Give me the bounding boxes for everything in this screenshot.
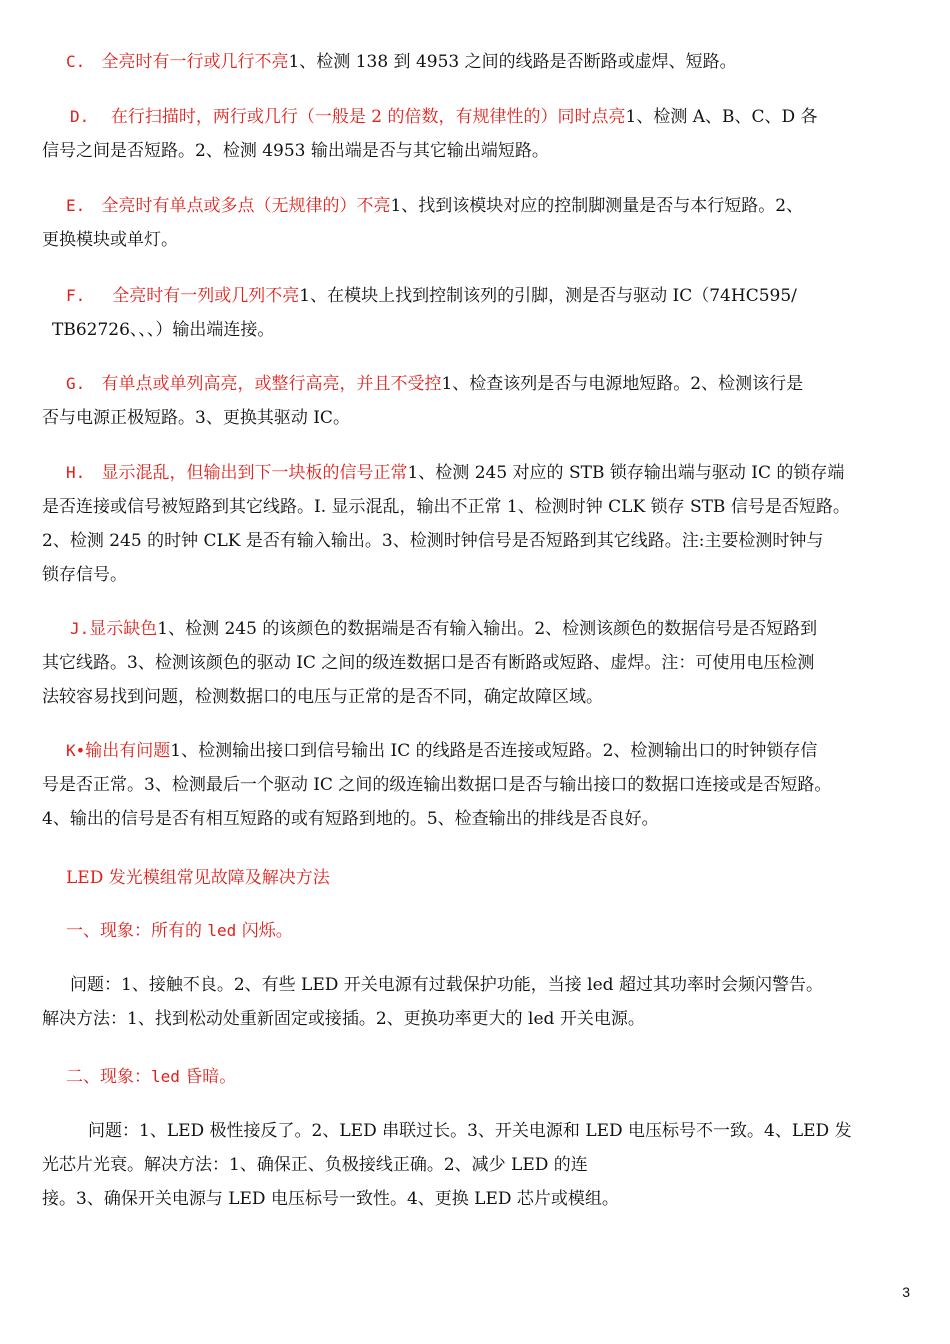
item-h-text-1: 1、检测 245 对应的 STB 锁存输出端与驱动 IC 的锁存端 [407,463,845,483]
phenomenon-1-prefix: 一、现象：所有的 [66,921,208,941]
item-e-text-2: 更换模块或单灯。 [42,230,178,250]
item-e [42,189,914,257]
page-number: 3 [902,1284,910,1300]
phenomenon-1-code: led [207,921,237,940]
phenomenon-1-line-1: 问题：1、接触不良。2、有些 LED 开关电源有过载保护功能，当接 led 超过其功率时会频闪警告。 [70,975,823,995]
item-k-letter: K• [66,741,86,760]
item-f-text-1: 1、在模块上找到控制该列的引脚，测是否与驱动 IC（74HC595/ [299,286,797,306]
item-g-text-2: 否与电源正极短路。3、更换其驱动 IC。 [42,408,350,428]
item-j-letter: J. [70,619,90,638]
item-f [42,279,914,347]
item-j-heading: 显示缺色 [89,619,158,639]
item-h-heading: 显示混乱，但输出到下一块板的信号正常 [101,463,408,483]
phenomenon-2-line-1: 问题：1、LED 极性接反了。2、LED 串联过长。3、开关电源和 LED 电压标号不一致。4、LED 发 [88,1121,852,1141]
item-e-text-1: 1、找到该模块对应的控制脚测量是否与本行短路。2、 [390,196,804,216]
item-h [42,456,914,592]
item-k [42,734,914,836]
phenomenon-1-suffix: 闪烁。 [236,921,293,941]
item-h-text-2: 是否连接或信号被短路到其它线路。I. 显示混乱，输出不正常 1、检测时钟 CLK 锁存 STB 信号是否短路。 [42,497,850,517]
item-g-text-1: 1、检查该列是否与电源地短路。2、检测该行是 [441,374,804,394]
item-k-heading: 输出有问题 [85,741,171,761]
phenomenon-2-prefix: 二、现象： [66,1067,151,1087]
item-k-text-3: 4、输出的信号是否有相互短路的或有短路到地的。5、检查输出的排线是否良好。 [42,809,659,829]
item-j-text-2: 其它线路。3、检测该颜色的驱动 IC 之间的级连数据口是否有断路或短路、虚焊。注：可使用电压检测 [42,653,815,673]
item-f-text-2: TB62726、、、）输出端连接。 [52,320,275,340]
item-k-text-2: 号是否正常。3、检测最后一个驱动 IC 之间的级连输出数据口是否与输出接口的数据口连接或是否短路。 [42,775,832,795]
item-c-heading: 全亮时有一行或几行不亮 [101,52,289,72]
item-f-letter: F. [66,286,86,305]
item-d-letter: D. [70,107,90,126]
item-j-text-3: 法较容易找到问题，检测数据口的电压与正常的是否不同，确定故障区域。 [42,687,603,707]
phenomenon-2-code: led [151,1067,180,1086]
item-c [42,45,914,79]
item-d-heading: 在行扫描时，两行或几行（一般是 2 的倍数，有规律性的）同时点亮 [110,107,626,127]
phenomenon-2-line-2: 光芯片光衰。解决方法：1、确保正、负极接线正确。2、减少 LED 的连 [42,1155,588,1175]
section-title [42,861,914,895]
item-f-heading: 全亮时有一列或几列不亮 [112,286,300,306]
phenomenon-2-line-3: 接。3、确保开关电源与 LED 电压标号一致性。4、更换 LED 芯片或模组。 [42,1189,619,1209]
item-j-text-1: 1、检测 245 的该颜色的数据端是否有输入输出。2、检测该颜色的数据信号是否短路到 [157,619,818,639]
item-k-text-1: 1、检测输出接口到信号输出 IC 的线路是否连接或短路。2、检测输出口的时钟锁存信 [170,741,818,761]
item-e-letter: E. [66,196,86,215]
phenomenon-1-line-2: 解决方法：1、找到松动处重新固定或接插。2、更换功率更大的 led 开关电源。 [42,1009,645,1029]
item-e-heading: 全亮时有单点或多点（无规律的）不亮 [101,196,391,216]
item-d [42,100,914,168]
item-g [42,367,914,435]
item-d-text-2: 信号之间是否短路。2、检测 4953 输出端是否与其它输出端短路。 [42,141,549,161]
item-c-text: 1、检测 138 到 4953 之间的线路是否断路或虚焊、短路。 [288,52,737,72]
phenomenon-1-heading [42,914,914,948]
item-g-heading: 有单点或单列高亮，或整行高亮，并且不受控 [101,374,442,394]
phenomenon-2-heading [42,1060,914,1094]
item-d-text-1: 1、检测 A、B、C、D 各 [625,107,818,127]
item-h-text-3: 2、检测 245 的时钟 CLK 是否有输入输出。3、检测时钟信号是否短路到其它线路。注:主要检测时钟与 [42,531,824,551]
phenomenon-1-body [42,968,914,1036]
item-g-letter: G. [66,374,86,393]
item-h-letter: H. [66,463,86,482]
item-h-text-4: 锁存信号。 [42,565,127,585]
phenomenon-2-body [42,1114,914,1216]
section-title-text: LED 发光模组常见故障及解决方法 [66,868,330,888]
item-j [42,612,914,714]
phenomenon-2-suffix: 昏暗。 [179,1067,237,1087]
item-c-letter: C. [66,52,86,71]
